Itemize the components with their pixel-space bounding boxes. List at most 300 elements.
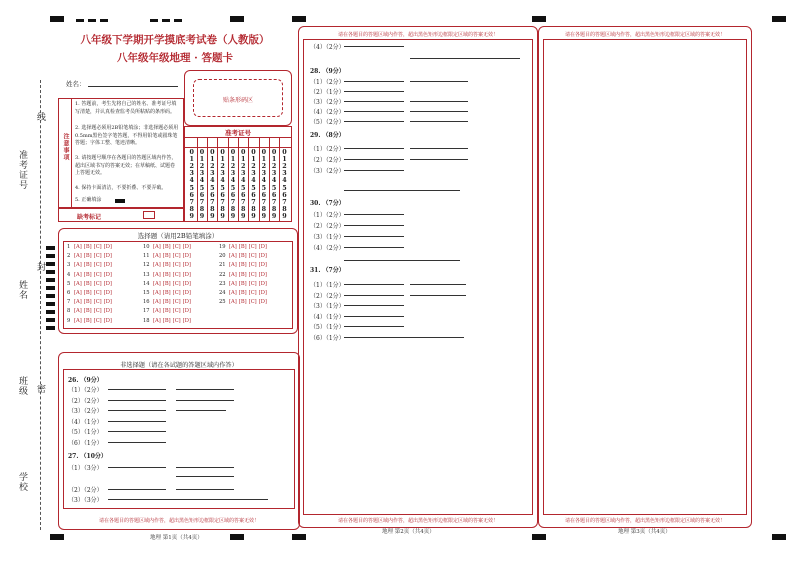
mc-option-bubble[interactable]: [A] <box>74 317 82 324</box>
mc-option-bubble[interactable]: [D] <box>103 271 112 278</box>
q28-label: 28. （9分） <box>310 68 345 75</box>
exam-id-digit-bubble[interactable]: 1 <box>282 155 287 164</box>
q28-part-label: （1）（2分） <box>310 79 345 86</box>
q27-part-label: （2）（2分） <box>68 487 103 494</box>
q30-part-label: （2）（2分） <box>310 223 345 230</box>
q31-part-label: （5）（1分） <box>310 324 345 331</box>
mc-option-bubble[interactable]: [D] <box>103 262 112 269</box>
notice-box <box>58 98 184 208</box>
mc-option-bubble[interactable]: [B] <box>83 308 92 315</box>
mc-option-bubble[interactable]: [C] <box>93 244 102 250</box>
mc-option-bubble[interactable]: [C] <box>248 299 257 306</box>
mc-option-bubble[interactable]: [C] <box>93 262 102 269</box>
answer-line[interactable] <box>176 400 234 401</box>
mc-option-bubble[interactable]: [C] <box>248 253 257 260</box>
mc-option-bubble[interactable]: [A] <box>153 253 161 260</box>
mc-question-number: 20 <box>219 253 226 260</box>
exam-id-digit-bubble[interactable]: 2 <box>189 162 194 171</box>
exam-id-digit-bubble[interactable]: 6 <box>241 190 246 199</box>
q31-part-label: （1）（1分） <box>310 282 345 289</box>
exam-id-digit-bubble[interactable]: 5 <box>251 183 256 192</box>
answer-line[interactable] <box>410 58 520 59</box>
mc-option-bubble[interactable]: [D] <box>258 271 267 278</box>
absent-box <box>58 208 184 222</box>
mc-option-bubble[interactable]: [D] <box>103 244 112 250</box>
mc-option-bubble[interactable]: [A] <box>74 253 82 260</box>
mc-question-row <box>143 309 193 314</box>
answer-line[interactable] <box>344 170 404 171</box>
mc-option-bubble[interactable]: [D] <box>103 290 112 296</box>
exam-id-digit-bubble[interactable]: 5 <box>189 183 194 192</box>
mc-option-bubble[interactable]: [A] <box>74 271 82 278</box>
q31-part-label: （2）（2分） <box>310 292 345 300</box>
mc-option-bubble[interactable]: [A] <box>229 253 237 260</box>
mc-question-number: 8 <box>67 308 71 315</box>
mc-option-bubble[interactable]: [B] <box>83 271 92 278</box>
exam-id-digit-bubble[interactable]: 7 <box>220 197 225 206</box>
binding-exam-no-label: 准考证号 <box>17 150 27 190</box>
mc-option-bubble[interactable]: [A] <box>74 280 82 287</box>
mc-option-bubble[interactable]: [A] <box>153 299 161 306</box>
mc-option-bubble[interactable]: [A] <box>229 271 237 278</box>
mc-option-bubble[interactable]: [C] <box>93 317 102 324</box>
mc-option-bubble[interactable]: [A] <box>229 280 237 287</box>
mc-option-bubble[interactable]: [D] <box>258 290 267 296</box>
mc-option-bubble[interactable]: [B] <box>83 262 92 269</box>
q28-part-label: （5）（2分） <box>310 119 345 126</box>
answer-line[interactable] <box>108 421 166 422</box>
answer-line[interactable] <box>410 159 468 160</box>
mc-option-bubble[interactable]: [A] <box>229 299 237 306</box>
mc-question-row <box>67 291 114 296</box>
answer-line[interactable] <box>344 225 404 226</box>
exam-id-digit-bubble[interactable]: 8 <box>241 204 246 213</box>
exam-id-digit-bubble[interactable]: 5 <box>210 183 215 192</box>
mc-option-bubble[interactable]: [A] <box>153 308 161 315</box>
col3-bottom-note: 请在各题目的答题区域内作答，超出黑色矩形边框限定区域的答案无效！ <box>564 518 725 524</box>
answer-line[interactable] <box>176 476 234 477</box>
answer-line[interactable] <box>108 442 166 443</box>
mc-option-bubble[interactable]: [B] <box>83 253 92 260</box>
exam-id-digit-bubble[interactable]: 3 <box>282 169 287 178</box>
mc-option-bubble[interactable]: [D] <box>258 280 267 287</box>
mc-option-bubble[interactable]: [D] <box>182 262 191 269</box>
exam-id-digit-bubble[interactable]: 9 <box>189 211 194 220</box>
exam-id-digit-bubble[interactable]: 1 <box>271 155 277 164</box>
mc-option-bubble[interactable]: [A] <box>153 271 161 278</box>
answer-line[interactable] <box>410 295 466 296</box>
answer-line[interactable] <box>344 236 404 237</box>
exam-id-digit-bubble[interactable]: 4 <box>271 176 277 185</box>
mc-option-bubble[interactable]: [B] <box>162 308 171 315</box>
exam-id-digit-bubble[interactable]: 5 <box>220 183 225 192</box>
mc-option-bubble[interactable]: [D] <box>103 280 112 287</box>
mc-option-bubble[interactable]: [C] <box>93 280 102 287</box>
exam-id-digit-bubble[interactable]: 0 <box>189 148 194 156</box>
exam-id-digit-bubble[interactable]: 1 <box>230 155 236 164</box>
exam-id-digit-bubble[interactable]: 2 <box>220 162 225 171</box>
answer-line[interactable] <box>410 121 468 122</box>
mc-question-row <box>143 245 193 250</box>
exam-id-digit-bubble[interactable]: 4 <box>199 176 205 185</box>
exam-id-digit-bubble[interactable]: 6 <box>189 190 194 199</box>
answer-line[interactable] <box>344 81 404 82</box>
answer-line[interactable] <box>108 431 166 432</box>
mc-option-bubble[interactable]: [A] <box>74 244 82 250</box>
exam-id-digit-bubble[interactable]: 0 <box>199 148 205 156</box>
exam-id-digit-bubble[interactable]: 5 <box>271 183 277 192</box>
mc-option-bubble[interactable]: [B] <box>162 299 171 306</box>
exam-id-digit-bubble[interactable]: 4 <box>261 176 267 185</box>
exam-id-digit-bubble[interactable]: 0 <box>261 148 267 156</box>
mc-option-bubble[interactable]: [B] <box>238 290 247 296</box>
answer-line[interactable] <box>108 400 166 401</box>
mc-option-bubble[interactable]: [A] <box>153 262 161 269</box>
exam-id-digit-bubble[interactable]: 1 <box>251 155 256 164</box>
mc-option-bubble[interactable]: [B] <box>162 280 171 287</box>
mc-option-bubble[interactable]: [C] <box>172 271 181 278</box>
mc-option-bubble[interactable]: [C] <box>248 262 257 269</box>
exam-id-digit-bubble[interactable]: 7 <box>189 197 194 206</box>
mc-option-bubble[interactable]: [C] <box>248 290 257 296</box>
exam-id-digit-bubble[interactable]: 4 <box>282 176 287 185</box>
mc-option-bubble[interactable]: [D] <box>258 253 267 260</box>
exam-id-digit-bubble[interactable]: 2 <box>210 162 215 171</box>
exam-id-digit-bubble[interactable]: 9 <box>199 211 205 220</box>
mc-option-bubble[interactable]: [B] <box>83 299 92 306</box>
mc-option-bubble[interactable]: [B] <box>162 262 171 269</box>
mc-question-row <box>67 309 114 314</box>
exam-id-digit-bubble[interactable]: 3 <box>251 169 256 178</box>
exam-id-digit-bubble[interactable]: 9 <box>261 211 267 220</box>
mc-option-bubble[interactable]: [A] <box>74 290 82 296</box>
exam-id-digit-bubble[interactable]: 5 <box>282 183 287 192</box>
answer-line[interactable] <box>108 489 166 490</box>
exam-id-digit-bubble[interactable]: 2 <box>251 162 256 171</box>
answer-line[interactable] <box>176 389 234 390</box>
mc-option-bubble[interactable]: [B] <box>83 290 92 296</box>
exam-id-digit-bubble[interactable]: 0 <box>271 148 277 156</box>
notice-item-2: 2. 选择题必须用2B铅笔填涂；非选择题必须用0.5mm黑色签字笔答题，不得用铅笔或圆珠笔答题；字体工整、笔迹清晰。 <box>75 125 179 147</box>
mc-option-bubble[interactable]: [C] <box>93 271 102 278</box>
mc-option-bubble[interactable]: [D] <box>103 253 112 260</box>
answer-line[interactable] <box>108 410 166 411</box>
q28-part-label: （4）（2分） <box>310 109 345 116</box>
mc-option-bubble[interactable]: [B] <box>162 271 171 278</box>
answer-line[interactable] <box>176 467 234 468</box>
exam-id-digit-bubble[interactable]: 0 <box>220 148 225 156</box>
binding-school-label: 学校 <box>17 472 27 492</box>
exam-id-digit-bubble[interactable]: 1 <box>241 155 246 164</box>
mc-option-bubble[interactable]: [B] <box>83 317 92 324</box>
mc-option-bubble[interactable]: [C] <box>93 253 102 260</box>
answer-line[interactable] <box>344 111 404 112</box>
mc-option-bubble[interactable]: [D] <box>182 290 191 296</box>
exam-id-digit-bubble[interactable]: 6 <box>220 190 225 199</box>
mc-option-bubble[interactable]: [D] <box>258 244 267 250</box>
mc-option-bubble[interactable]: [D] <box>103 299 112 306</box>
mc-question-number: 9 <box>67 317 71 324</box>
exam-id-digit-bubble[interactable]: 0 <box>282 148 287 156</box>
exam-id-digit-bubble[interactable]: 6 <box>199 190 205 199</box>
binding-name-label: 姓名 <box>17 280 27 300</box>
exam-id-digit-bubble[interactable]: 8 <box>251 204 256 213</box>
exam-id-digit-bubble[interactable]: 7 <box>199 197 205 206</box>
exam-id-digit-bubble[interactable]: 9 <box>251 211 256 220</box>
answer-line[interactable] <box>344 326 404 327</box>
mc-option-bubble[interactable]: [D] <box>182 280 191 287</box>
mc-question-number: 24 <box>219 290 226 296</box>
exam-id-digit-bubble[interactable]: 6 <box>261 190 267 199</box>
exam-id-grid <box>184 126 292 222</box>
exam-id-digit-bubble[interactable]: 4 <box>220 176 225 185</box>
mc-question-number: 14 <box>143 280 150 287</box>
exam-id-digit-bubble[interactable]: 6 <box>282 190 287 199</box>
exam-id-divider <box>197 137 198 221</box>
exam-id-digit-bubble[interactable]: 8 <box>282 204 287 213</box>
col2-first-part-label: （4）（2分） <box>310 44 345 51</box>
mc-option-bubble[interactable]: [A] <box>74 262 82 269</box>
mc-question-number: 6 <box>67 290 71 296</box>
exam-id-digit-bubble[interactable]: 5 <box>199 183 205 192</box>
exam-id-digit-bubble[interactable]: 5 <box>261 183 267 192</box>
answer-line[interactable] <box>410 111 468 112</box>
mc-question-row <box>143 282 193 287</box>
answer-line[interactable] <box>410 81 468 82</box>
exam-id-digit-bubble[interactable]: 0 <box>241 148 246 156</box>
exam-id-digit-bubble[interactable]: 2 <box>199 162 205 171</box>
q31-part-label: （6）（1分） <box>310 334 345 342</box>
answer-line[interactable] <box>410 284 466 285</box>
exam-id-digit-bubble[interactable]: 8 <box>220 204 225 213</box>
mc-question-row <box>67 319 114 324</box>
mc-option-bubble[interactable]: [C] <box>248 280 257 287</box>
mc-option-bubble[interactable]: [D] <box>182 308 191 315</box>
mc-option-bubble[interactable]: [B] <box>162 244 171 250</box>
exam-id-digit-bubble[interactable]: 8 <box>189 204 194 213</box>
mc-option-bubble[interactable]: [C] <box>93 308 102 315</box>
mc-option-bubble[interactable]: [C] <box>172 253 181 260</box>
q31-part-label: （3）（1分） <box>310 303 345 310</box>
exam-id-digit-bubble[interactable]: 8 <box>261 204 267 213</box>
exam-id-digit-bubble[interactable]: 4 <box>241 176 246 185</box>
mc-option-bubble[interactable]: [A] <box>153 290 161 296</box>
mc-option-bubble[interactable]: [C] <box>93 290 102 296</box>
exam-id-digit-bubble[interactable]: 9 <box>220 211 225 220</box>
q26-part-label: （4）（1分） <box>68 418 103 426</box>
exam-id-divider <box>228 137 229 221</box>
mc-option-bubble[interactable]: [B] <box>83 280 92 287</box>
exam-id-digit-bubble[interactable]: 3 <box>220 169 225 178</box>
exam-id-digit-bubble[interactable]: 4 <box>210 176 215 185</box>
mc-option-bubble[interactable]: [A] <box>74 308 82 315</box>
exam-id-digit-bubble[interactable]: 3 <box>241 169 246 178</box>
answer-line[interactable] <box>344 190 460 191</box>
exam-id-digit-bubble[interactable]: 7 <box>210 197 215 206</box>
mc-option-bubble[interactable]: [A] <box>229 262 237 269</box>
mc-option-bubble[interactable]: [C] <box>172 262 181 269</box>
exam-id-digit-bubble[interactable]: 9 <box>271 211 277 220</box>
mc-option-bubble[interactable]: [D] <box>258 262 267 269</box>
exam-id-digit-bubble[interactable]: 6 <box>210 190 215 199</box>
exam-id-digit-bubble[interactable]: 7 <box>271 197 277 206</box>
answer-line[interactable] <box>344 295 404 296</box>
exam-id-digit-bubble[interactable]: 2 <box>241 162 246 171</box>
exam-id-digit-bubble[interactable]: 0 <box>230 148 236 156</box>
q29-part-label: （1）（2分） <box>310 146 345 153</box>
mc-question-row <box>219 282 269 287</box>
col2-bottom-note: 请在各题目的答题区域内作答，超出黑色矩形边框限定区域的答案无效！ <box>337 518 498 524</box>
q31-label: 31. （7分） <box>310 267 345 274</box>
exam-id-digit-bubble[interactable]: 6 <box>230 190 236 199</box>
q28-part-label: （2）（1分） <box>310 89 345 96</box>
binding-dense-mark: 密 <box>35 384 45 394</box>
mc-option-bubble[interactable]: [C] <box>172 299 181 306</box>
exam-id-digit-bubble[interactable]: 7 <box>261 197 267 206</box>
exam-id-digit-bubble[interactable]: 2 <box>230 162 236 171</box>
answer-line[interactable] <box>344 214 404 215</box>
mc-option-bubble[interactable]: [B] <box>238 262 247 269</box>
answer-line[interactable] <box>344 46 404 47</box>
mc-option-bubble[interactable]: [C] <box>93 299 102 306</box>
exam-id-digit-bubble[interactable]: 3 <box>230 169 236 178</box>
exam-id-digit-bubble[interactable]: 8 <box>230 204 236 213</box>
exam-id-digit-bubble[interactable]: 5 <box>241 183 246 192</box>
mc-option-bubble[interactable]: [D] <box>103 308 112 315</box>
answer-line[interactable] <box>344 148 404 149</box>
mc-question-row <box>219 263 269 268</box>
answer-line[interactable] <box>410 148 468 149</box>
exam-id-digit-bubble[interactable]: 1 <box>199 155 205 164</box>
mc-option-bubble[interactable]: [B] <box>162 290 171 296</box>
mc-option-bubble[interactable]: [A] <box>153 244 161 250</box>
absent-checkbox[interactable] <box>143 211 155 219</box>
answer-line[interactable] <box>344 305 404 306</box>
mc-option-bubble[interactable]: [B] <box>238 244 247 250</box>
mc-option-bubble[interactable]: [A] <box>74 299 82 306</box>
notice-side <box>59 99 72 207</box>
exam-id-digit-bubble[interactable]: 1 <box>261 155 267 164</box>
exam-id-digit-bubble[interactable]: 3 <box>199 169 205 178</box>
mc-option-bubble[interactable]: [D] <box>182 299 191 306</box>
exam-id-digit-bubble[interactable]: 4 <box>230 176 236 185</box>
answer-line[interactable] <box>344 159 404 160</box>
mc-option-bubble[interactable]: [C] <box>248 271 257 278</box>
mc-option-bubble[interactable]: [A] <box>229 290 237 296</box>
q28-part-label: （3）（2分） <box>310 99 345 106</box>
answer-line[interactable] <box>108 467 166 468</box>
exam-id-digit-bubble[interactable]: 4 <box>189 176 194 185</box>
q26-label: 26. （9分） <box>68 377 103 384</box>
answer-line[interactable] <box>344 247 404 248</box>
exam-id-digit-bubble[interactable]: 4 <box>251 176 256 185</box>
exam-id-digit-bubble[interactable]: 7 <box>241 197 246 206</box>
exam-id-digit-bubble[interactable]: 2 <box>271 162 277 171</box>
exam-id-digit-bubble[interactable]: 1 <box>210 155 215 164</box>
mc-option-bubble[interactable]: [D] <box>182 244 191 250</box>
mc-option-bubble[interactable]: [D] <box>182 317 191 324</box>
answer-line[interactable] <box>176 489 234 490</box>
mc-option-bubble[interactable]: [D] <box>182 271 191 278</box>
answer-line[interactable] <box>344 260 460 261</box>
mc-option-bubble[interactable]: [B] <box>83 244 92 250</box>
mc-option-bubble[interactable]: [B] <box>238 271 247 278</box>
exam-id-digit-bubble[interactable]: 3 <box>261 169 267 178</box>
mc-option-bubble[interactable]: [A] <box>153 280 161 287</box>
mc-option-bubble[interactable]: [B] <box>238 253 247 260</box>
answer-line[interactable] <box>108 389 166 390</box>
answer-line[interactable] <box>108 499 268 500</box>
answer-line[interactable] <box>410 101 468 102</box>
exam-id-digit-bubble[interactable]: 8 <box>199 204 205 213</box>
mc-option-bubble[interactable]: [A] <box>153 317 161 324</box>
mc-option-bubble[interactable]: [D] <box>103 317 112 324</box>
exam-id-digit-bubble[interactable]: 8 <box>271 204 277 213</box>
exam-id-digit-bubble[interactable]: 0 <box>251 148 256 156</box>
exam-id-digit-bubble[interactable]: 5 <box>230 183 236 192</box>
answer-line[interactable] <box>176 410 226 411</box>
mc-question-number: 3 <box>67 262 71 269</box>
exam-id-digit-bubble[interactable]: 6 <box>271 190 277 199</box>
mc-question-row <box>143 273 193 278</box>
mc-option-bubble[interactable]: [B] <box>162 253 171 260</box>
mc-option-bubble[interactable]: [C] <box>172 317 181 324</box>
exam-id-digit-bubble[interactable]: 9 <box>210 211 215 220</box>
mc-option-bubble[interactable]: [B] <box>162 317 171 324</box>
mc-option-bubble[interactable]: [B] <box>238 299 247 306</box>
exam-id-digit-bubble[interactable]: 1 <box>189 155 194 164</box>
mc-option-bubble[interactable]: [D] <box>258 299 267 306</box>
answer-line[interactable] <box>344 284 404 285</box>
exam-id-digit-bubble[interactable]: 9 <box>282 211 287 220</box>
exam-id-digit-bubble[interactable]: 2 <box>261 162 267 171</box>
exam-id-digit-bubble[interactable]: 9 <box>230 211 236 220</box>
exam-id-digit-bubble[interactable]: 9 <box>241 211 246 220</box>
answer-line[interactable] <box>344 316 404 317</box>
mc-option-bubble[interactable]: [C] <box>172 244 181 250</box>
exam-id-digit-bubble[interactable]: 2 <box>282 162 287 171</box>
exam-id-digit-bubble[interactable]: 8 <box>210 204 215 213</box>
mc-option-bubble[interactable]: [D] <box>182 253 191 260</box>
exam-id-digit-bubble[interactable]: 7 <box>230 197 236 206</box>
exam-id-digit-bubble[interactable]: 3 <box>189 169 194 178</box>
mc-option-bubble[interactable]: [C] <box>172 280 181 287</box>
col3-answer-area[interactable] <box>543 39 747 515</box>
exam-id-digit-bubble[interactable]: 3 <box>210 169 215 178</box>
mc-option-bubble[interactable]: [C] <box>172 290 181 296</box>
exam-id-digit-bubble[interactable]: 0 <box>210 148 215 156</box>
exam-id-digit-bubble[interactable]: 7 <box>251 197 256 206</box>
exam-title: 八年级下学期开学摸底考试卷（人教版） <box>80 34 270 46</box>
exam-id-digit-bubble[interactable]: 1 <box>220 155 225 164</box>
exam-id-digit-bubble[interactable]: 7 <box>282 197 287 206</box>
exam-id-digit-bubble[interactable]: 6 <box>251 190 256 199</box>
exam-id-digit-bubble[interactable]: 3 <box>271 169 277 178</box>
answer-line[interactable] <box>344 121 404 122</box>
mc-title: 选择题（请用2B铅笔填涂） <box>137 232 219 240</box>
mc-option-bubble[interactable]: [A] <box>229 244 237 250</box>
notice-item-3: 3. 请按题号顺序在各题目的答题区域内作答，超出区域书写的答案无效；在草稿纸、试题卷上答题无效。 <box>75 155 177 177</box>
exam-id-divider <box>207 137 208 221</box>
answer-line[interactable] <box>344 91 404 92</box>
answer-line[interactable] <box>344 101 404 102</box>
answer-line[interactable] <box>344 337 464 338</box>
mc-option-bubble[interactable]: [C] <box>172 308 181 315</box>
name-field[interactable] <box>88 86 178 87</box>
mc-question-number: 4 <box>67 271 71 278</box>
mc-option-bubble[interactable]: [B] <box>238 280 247 287</box>
mc-option-bubble[interactable]: [C] <box>248 244 257 250</box>
